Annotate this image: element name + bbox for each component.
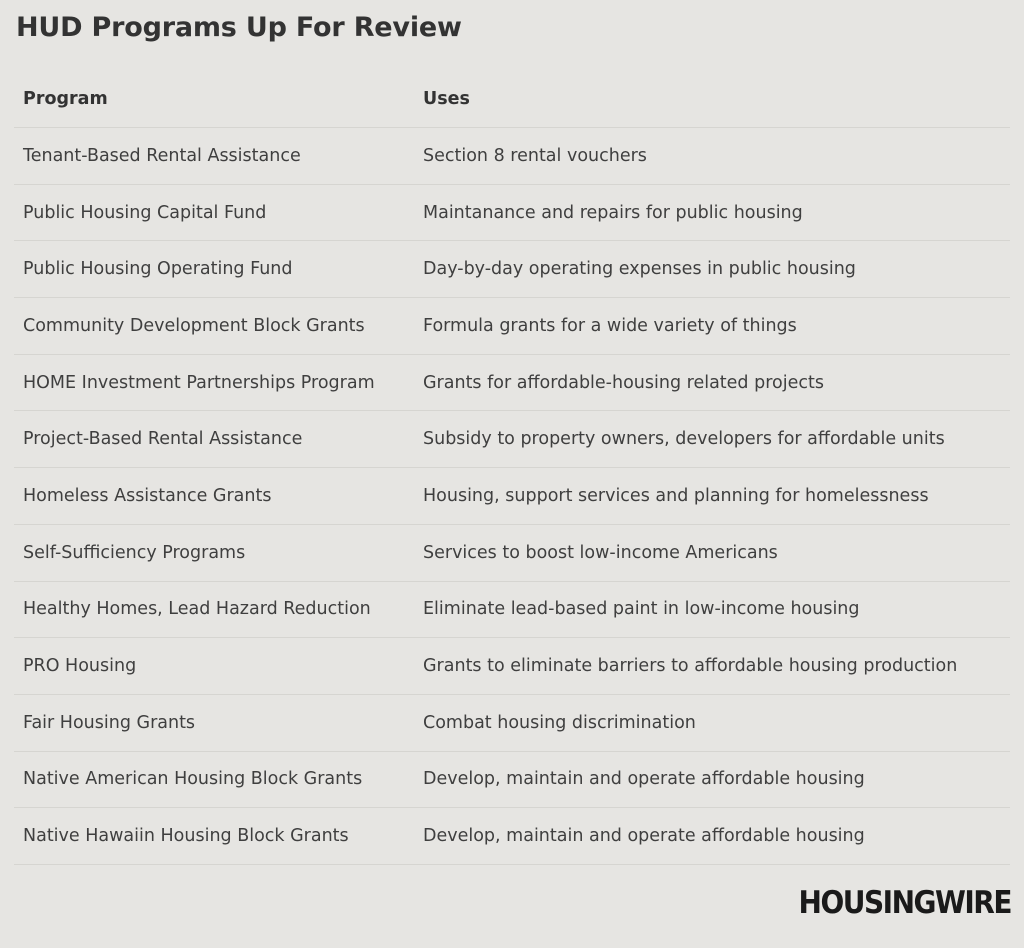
uses-cell: Grants to eliminate barriers to affordable housing production	[423, 656, 958, 677]
uses-cell: Develop, maintain and operate affordable housing	[423, 769, 865, 790]
uses-cell: Combat housing discrimination	[423, 712, 696, 733]
page-title: HUD Programs Up For Review	[16, 12, 462, 43]
table-row	[14, 695, 1010, 752]
uses-cell: Section 8 rental vouchers	[423, 145, 647, 166]
program-cell: Native Hawaiin Housing Block Grants	[23, 826, 349, 847]
table-row	[14, 355, 1010, 412]
uses-cell: Day-by-day operating expenses in public housing	[423, 259, 856, 280]
table-row	[14, 582, 1010, 639]
table-row	[14, 638, 1010, 695]
table-row	[14, 411, 1010, 468]
program-cell: Project-Based Rental Assistance	[23, 429, 303, 450]
uses-cell: Subsidy to property owners, developers for affordable units	[423, 429, 945, 450]
program-cell: HOME Investment Partnerships Program	[23, 372, 375, 393]
table-row	[14, 185, 1010, 242]
uses-cell: Services to boost low-income Americans	[423, 542, 778, 563]
table-row	[14, 468, 1010, 525]
program-cell: Self-Sufficiency Programs	[23, 542, 246, 563]
uses-cell: Develop, maintain and operate affordable housing	[423, 826, 865, 847]
uses-cell: Maintanance and repairs for public housing	[423, 202, 803, 223]
housingwire-logo: HOUSINGWIRE	[798, 884, 1011, 921]
uses-cell: Eliminate lead-based paint in low-income housing	[423, 599, 860, 620]
program-cell: Public Housing Operating Fund	[23, 259, 293, 280]
column-header-uses: Uses	[423, 88, 470, 109]
table-row	[14, 298, 1010, 355]
program-cell: Community Development Block Grants	[23, 315, 365, 336]
programs-table	[14, 70, 1010, 865]
table-row	[14, 808, 1010, 865]
table-row	[14, 128, 1010, 185]
table-header-row	[14, 70, 1010, 128]
column-header-program: Program	[23, 88, 108, 109]
program-cell: Public Housing Capital Fund	[23, 202, 267, 223]
uses-cell: Formula grants for a wide variety of things	[423, 315, 797, 336]
table-row	[14, 525, 1010, 582]
table-row	[14, 752, 1010, 809]
uses-cell: Housing, support services and planning for homelessness	[423, 485, 929, 506]
program-cell: Healthy Homes, Lead Hazard Reduction	[23, 599, 371, 620]
uses-cell: Grants for affordable-housing related projects	[423, 372, 824, 393]
program-cell: Tenant-Based Rental Assistance	[23, 145, 301, 166]
program-cell: PRO Housing	[23, 656, 137, 677]
program-cell: Homeless Assistance Grants	[23, 485, 272, 506]
program-cell: Native American Housing Block Grants	[23, 769, 363, 790]
table-row	[14, 241, 1010, 298]
program-cell: Fair Housing Grants	[23, 712, 196, 733]
